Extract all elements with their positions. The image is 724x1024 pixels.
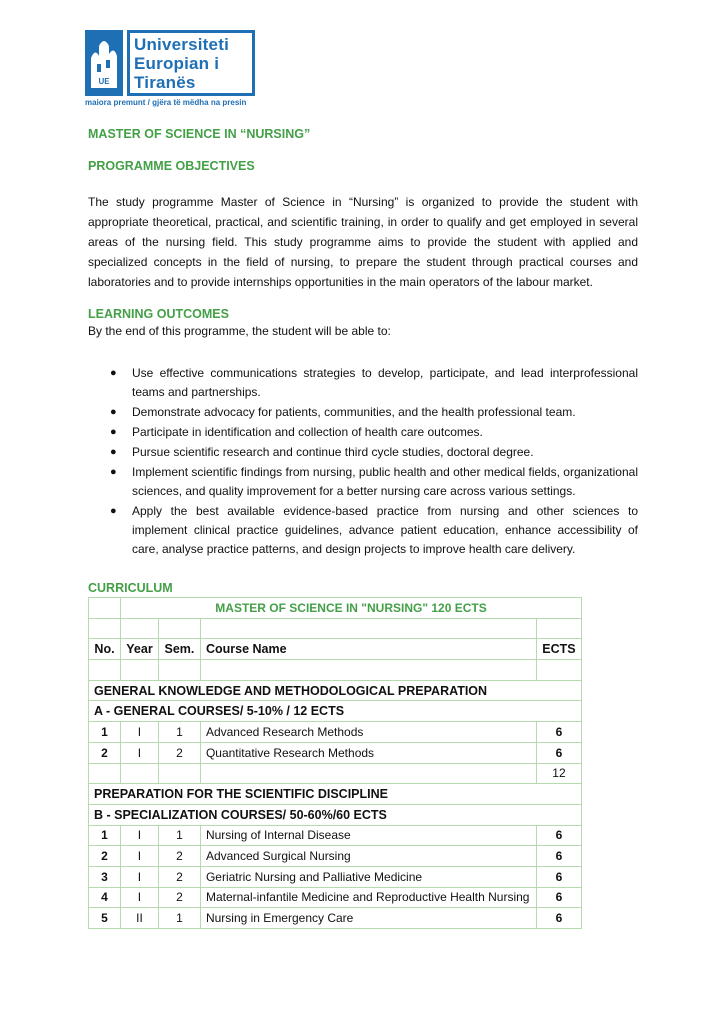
bullet-icon: ● <box>110 446 117 458</box>
table-row: 2 I 2 Advanced Surgical Nursing 6 <box>89 846 582 867</box>
bullet-icon: ● <box>110 406 117 418</box>
objectives-heading: PROGRAMME OBJECTIVES <box>88 159 255 173</box>
svg-text:UE: UE <box>98 77 110 86</box>
table-row: 2 I 2 Quantitative Research Methods 6 <box>89 742 582 763</box>
table-row: 5 II 1 Nursing in Emergency Care 6 <box>89 908 582 929</box>
table-total-row <box>89 763 582 784</box>
col-header-sem: Sem. <box>158 639 200 660</box>
bullet-icon: ● <box>110 466 117 478</box>
col-header-course-name: Course Name <box>200 639 536 660</box>
table-row <box>89 598 582 619</box>
section-row <box>89 804 582 825</box>
list-item: ● Use effective communications strategies to develop, participate, and lead interprofessional teams and partnerships. <box>110 366 638 399</box>
section-title-scientific: PREPARATION FOR THE SCIENTIFIC DISCIPLINE <box>89 784 582 805</box>
subsection-title-a: A - GENERAL COURSES/ 5-10% / 12 ECTS <box>89 701 582 722</box>
table-row <box>89 618 582 639</box>
col-header-year: Year <box>120 639 158 660</box>
logo-wordmark <box>127 30 255 96</box>
logo-line-3: Tiranës <box>134 72 196 92</box>
bullet-icon: ● <box>110 505 117 517</box>
master-title: MASTER OF SCIENCE IN “NURSING” <box>88 127 311 141</box>
table-header-row <box>89 639 582 660</box>
learning-outcomes-heading: LEARNING OUTCOMES <box>88 307 229 321</box>
section-row <box>89 680 582 701</box>
col-header-ects: ECTS <box>536 639 581 660</box>
section-title-general: GENERAL KNOWLEDGE AND METHODOLOGICAL PREPARATION <box>89 680 582 701</box>
bullet-icon: ● <box>110 367 117 379</box>
bullet-icon: ● <box>110 426 117 438</box>
university-emblem-icon <box>85 30 123 96</box>
subsection-title-b: B - SPECIALIZATION COURSES/ 50-60%/60 ECTS <box>89 804 582 825</box>
list-item: ● Apply the best available evidence-based practice from nursing and other sciences to implement clinical practice guidelines, advance patient education, enhance accessibility of care, analyse practice patterns, and design projects to improve health care delivery. <box>110 504 638 556</box>
logo-motto: maiora premunt / gjëra të mëdha na presin <box>85 98 247 107</box>
section-row <box>89 701 582 722</box>
curriculum-table <box>88 597 582 929</box>
curriculum-heading: CURRICULUM <box>88 581 173 595</box>
section-row <box>89 784 582 805</box>
logo-line-2: Europian i <box>134 53 220 73</box>
table-title: MASTER OF SCIENCE IN "NURSING" 120 ECTS <box>120 598 581 619</box>
table-row: 1 I 1 Nursing of Internal Disease 6 <box>89 825 582 846</box>
learning-outcomes-intro: By the end of this programme, the student will be able to: <box>88 324 391 338</box>
university-logo <box>85 30 255 107</box>
table-row: 1 I 1 Advanced Research Methods 6 <box>89 722 582 743</box>
objectives-paragraph: The study programme Master of Science in “Nursing” is organized to provide the student with appropriate theoretical, practical, and scientific training, in order to qualify and get employed in several areas of the nursing field. This study programme aims to provide the student with applied and specialized concepts in the field of nursing, to prepare the student through practical courses and laboratories and to provide internships opportunities in the main operators of the labour market. <box>88 195 638 289</box>
col-header-no: No. <box>89 639 121 660</box>
total-ects-a: 12 <box>536 763 581 784</box>
list-item: ● Implement scientific findings from nursing, public health and other medical fields, organizational sciences, and quality improvement for a better nursing care across various settings. <box>110 465 638 498</box>
list-item: ● Participate in identification and collection of health care outcomes. <box>108 423 638 442</box>
list-item: ● Demonstrate advocacy for patients, communities, and the health professional team. <box>108 403 638 422</box>
table-row: 3 I 2 Geriatric Nursing and Palliative Medicine 6 <box>89 866 582 887</box>
table-row <box>89 660 582 681</box>
list-item: ● Pursue scientific research and continue third cycle studies, doctoral degree. <box>108 443 638 462</box>
learning-outcomes-list <box>108 364 638 560</box>
table-row: 4 I 2 Maternal-infantile Medicine and Reproductive Health Nursing 6 <box>89 887 582 908</box>
logo-line-1: Universiteti <box>134 34 229 54</box>
